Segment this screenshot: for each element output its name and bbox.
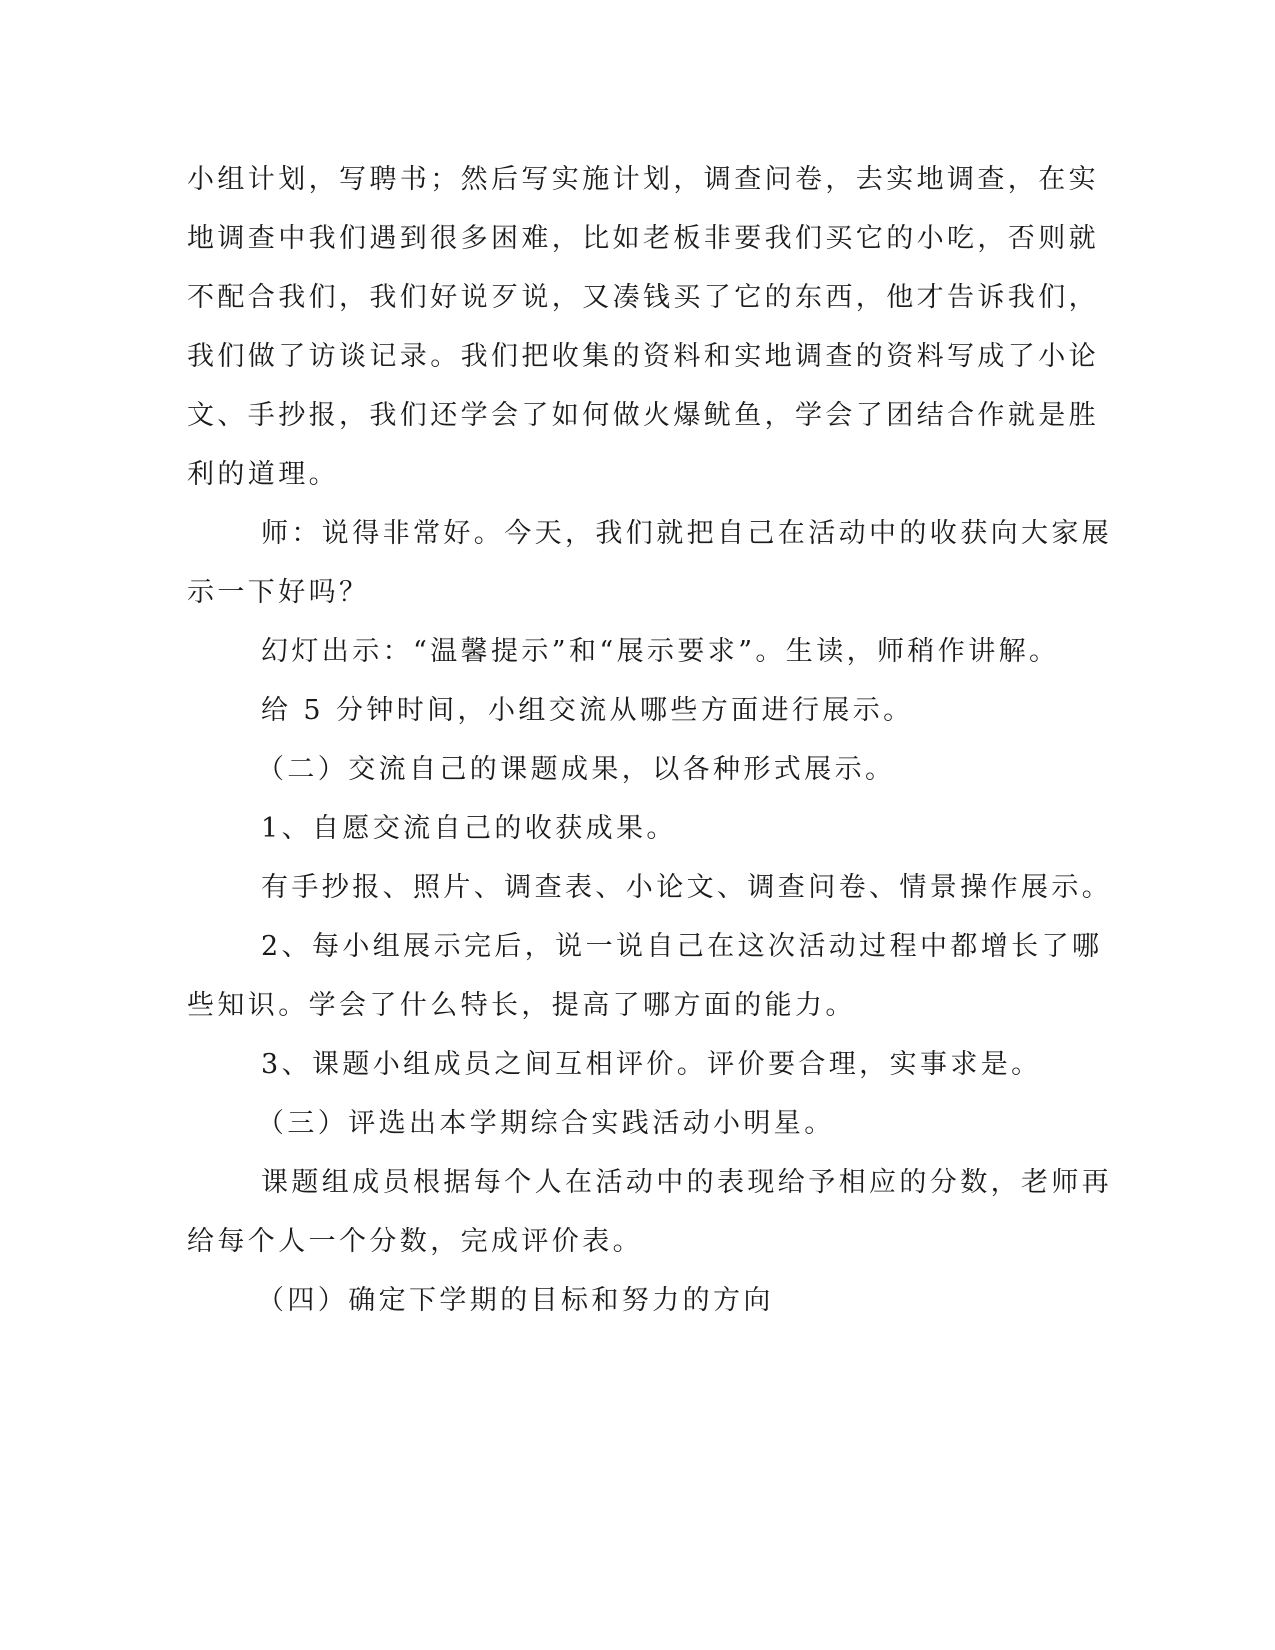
paragraph-line: 地调查中我们遇到很多困难，比如老板非要我们买它的小吃，否则就: [187, 223, 1099, 254]
section-heading: （二）交流自己的课题成果，以各种形式展示。: [257, 754, 896, 785]
list-item: 2、每小组展示完后，说一说自己在这次活动过程中都增长了哪: [261, 931, 1103, 962]
paragraph-line: 小组计划，写聘书；然后写实施计划，调查问卷，去实地调查，在实: [187, 164, 1099, 195]
paragraph-line: 些知识。学会了什么特长，提高了哪方面的能力。: [187, 990, 856, 1021]
paragraph-line: 给 5 分钟时间，小组交流从哪些方面进行展示。: [261, 695, 914, 726]
section-heading: （四）确定下学期的目标和努力的方向: [257, 1285, 774, 1316]
paragraph-line: 不配合我们，我们好说歹说，又凑钱买了它的东西，他才告诉我们，: [187, 282, 1099, 313]
paragraph-line: 幻灯出示：“温馨提示”和“展示要求”。生读，师稍作讲解。: [261, 636, 1060, 667]
paragraph-line: 文、手抄报，我们还学会了如何做火爆鱿鱼，学会了团结合作就是胜: [187, 400, 1099, 431]
paragraph-line: 课题组成员根据每个人在活动中的表现给予相应的分数，老师再: [261, 1167, 1113, 1198]
paragraph-line: 有手抄报、照片、调查表、小论文、调查问卷、情景操作展示。: [261, 872, 1113, 903]
section-heading: （三）评选出本学期综合实践活动小明星。: [257, 1108, 835, 1139]
list-item: 3、课题小组成员之间互相评价。评价要合理，实事求是。: [261, 1049, 1042, 1080]
paragraph-line: 师：说得非常好。今天，我们就把自己在活动中的收获向大家展: [261, 518, 1113, 549]
paragraph-line: 给每个人一个分数，完成评价表。: [187, 1226, 643, 1257]
list-item: 1、自愿交流自己的收获成果。: [261, 813, 677, 844]
paragraph-line: 利的道理。: [187, 459, 339, 490]
paragraph-line: 我们做了访谈记录。我们把收集的资料和实地调查的资料写成了小论: [187, 341, 1099, 372]
paragraph-line: 示一下好吗？: [187, 577, 370, 608]
